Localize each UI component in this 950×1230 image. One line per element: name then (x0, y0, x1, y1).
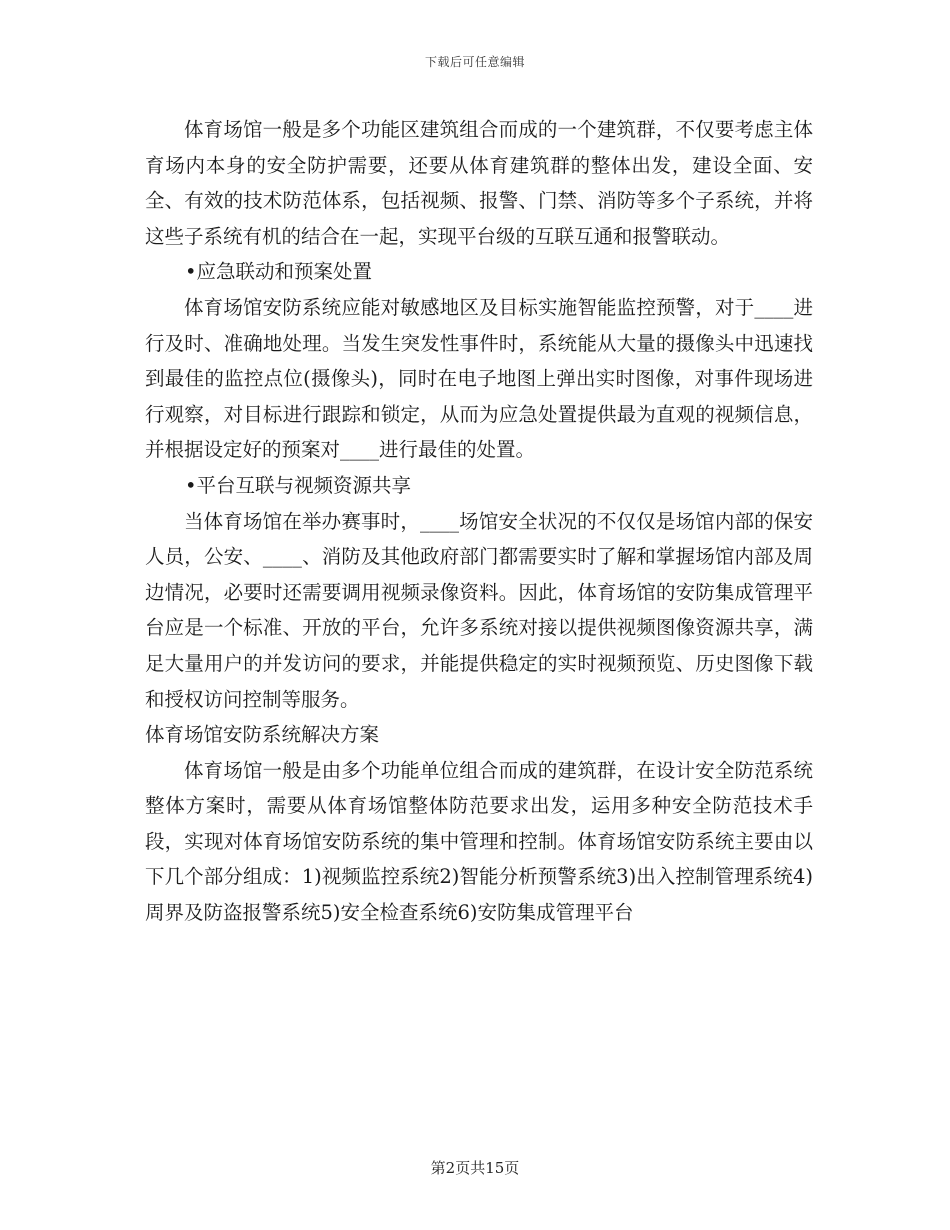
page-number: 第2页共15页 (430, 1159, 520, 1177)
bullet-emergency-linkage: •应急联动和预案处置 (185, 260, 373, 284)
paragraph-solution: 体育场馆一般是由多个功能单位组合而成的建筑群，在设计安全防范系统整体方案时，需要从体育场馆整体防范要求出发，运用多种安全防范技术手段，实现对体育场馆安防系统的集中管理和控制。体育场馆安防系统主要由以下几个部分组成：1)视频监控系统2)智能分析预警系统3)出入控制管理系统4)周界及防盗报警系统5)安全检查系统6)安防集成管理平台 (145, 758, 813, 925)
paragraph-emergency: 体育场馆安防系统应能对敏感地区及目标实施智能监控预警，对于____进行及时、准确地处理。当发生突发性事件时，系统能从大量的摄像头中迅速找到最佳的监控点位(摄像头)，同时在电子地图上弹出实时图像，对事件现场进行观察，对目标进行跟踪和锁定，从而为应急处置提供最为直观的视频信息，并根据设定好的预案对____进行最佳的处置。 (145, 295, 813, 462)
paragraph-platform: 当体育场馆在举办赛事时，____场馆安全状况的不仅仅是场馆内部的保安人员，公安、____、消防及其他政府部门都需要实时了解和掌握场馆内部及周边情况，必要时还需要调用视频录像资料。因此，体育场馆的安防集成管理平台应是一个标准、开放的平台，允许多系统对接以提供视频图像资源共享，满足大量用户的并发访问的要求，并能提供稳定的实时视频预览、历史图像下载和授权访问控制等服务。 (145, 509, 813, 711)
document-body (145, 112, 813, 931)
page-header: 下载后可任意编辑 (424, 55, 525, 69)
section-heading: 体育场馆安防系统解决方案 (145, 723, 380, 747)
bullet-platform-interconnect: •平台互联与视频资源共享 (185, 473, 412, 497)
paragraph-intro: 体育场馆一般是多个功能区建筑组合而成的一个建筑群，不仅要考虑主体育场内本身的安全防护需要，还要从体育建筑群的整体出发，建设全面、安全、有效的技术防范体系，包括视频、报警、门禁、消防等多个子系统，并将这些子系统有机的结合在一起，实现平台级的互联互通和报警联动。 (145, 118, 813, 248)
